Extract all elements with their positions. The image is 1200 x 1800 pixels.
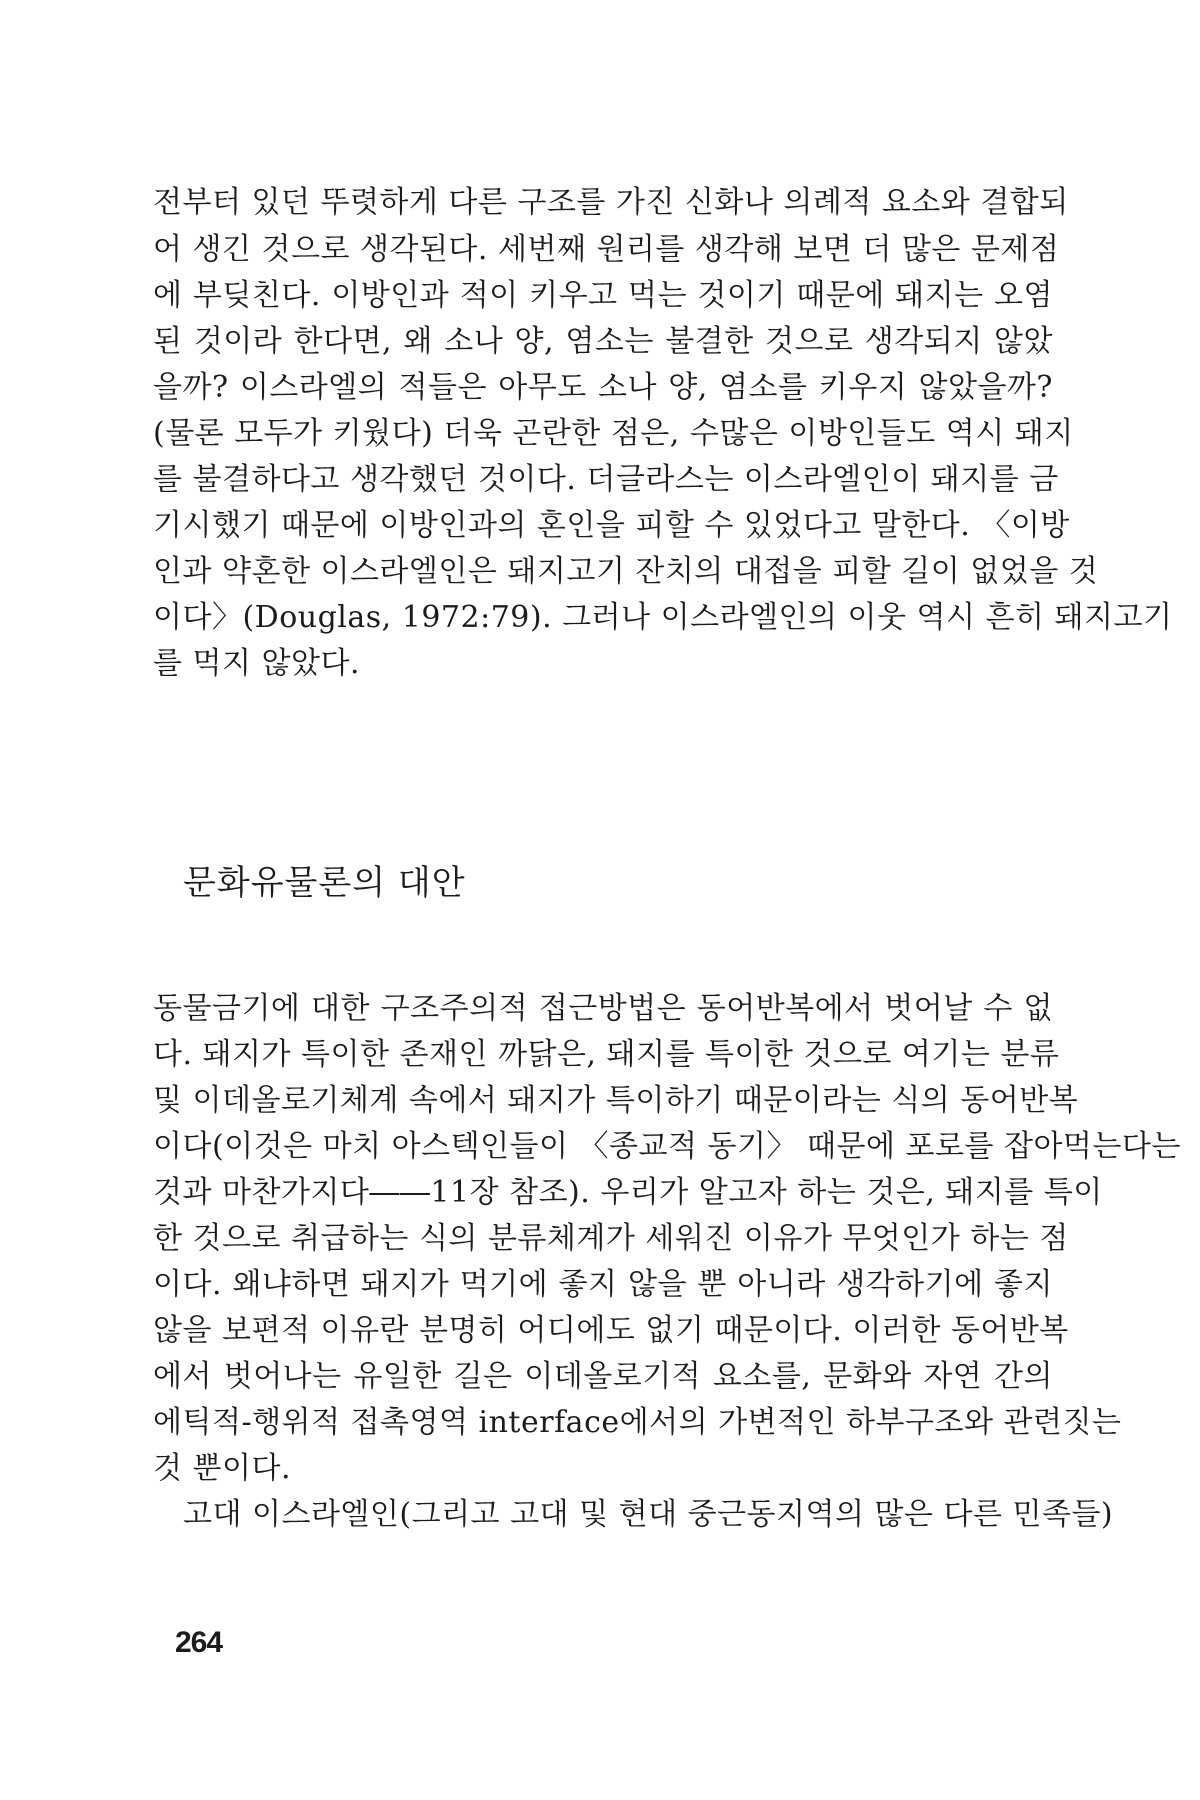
text-line: 동물금기에 대한 구조주의적 접근방법은 동어반복에서 벗어날 수 없 bbox=[153, 991, 1053, 1026]
text-line: 이다. 왜냐하면 돼지가 먹기에 좋지 않을 뿐 아니라 생각하기에 좋지 bbox=[153, 1267, 1053, 1302]
text-line: 를 먹지 않았다. bbox=[153, 646, 360, 681]
text-line: 다. 돼지가 특이한 존재인 까닭은, 돼지를 특이한 것으로 여기는 분류 bbox=[153, 1037, 1060, 1072]
text-line: 것 뿐이다. bbox=[153, 1451, 291, 1486]
text-line: 를 불결하다고 생각했던 것이다. 더글라스는 이스라엘인이 돼지를 금 bbox=[153, 462, 1059, 497]
text-line: 것과 마찬가지다――11장 참조). 우리가 알고자 하는 것은, 돼지를 특이 bbox=[153, 1175, 1103, 1210]
text-line: 기시했기 때문에 이방인과의 혼인을 피할 수 있었다고 말한다. 〈이방 bbox=[153, 508, 1070, 543]
section-heading: 문화유물론의 대안 bbox=[183, 863, 466, 903]
text-line: 이다〉(Douglas, 1972:79). 그러나 이스라엘인의 이웃 역시 흔히 돼지고기 bbox=[153, 600, 1173, 635]
text-line: 않을 보편적 이유란 분명히 어디에도 없기 때문이다. 이러한 동어반복 bbox=[153, 1313, 1069, 1348]
text-line: 에틱적-행위적 접촉영역 interface에서의 가변적인 하부구조와 관련짓는 bbox=[153, 1405, 1122, 1440]
text-line: 고대 이스라엘인(그리고 고대 및 현대 중근동지역의 많은 다른 민족들) bbox=[183, 1497, 1114, 1532]
text-line: 에 부딪친다. 이방인과 적이 키우고 먹는 것이기 때문에 돼지는 오염 bbox=[153, 278, 1053, 313]
text-line: 인과 약혼한 이스라엘인은 돼지고기 잔치의 대접을 피할 길이 없었을 것 bbox=[153, 554, 1099, 589]
text-line: 및 이데올로기체계 속에서 돼지가 특이하기 때문이라는 식의 동어반복 bbox=[153, 1083, 1079, 1118]
text-line: 된 것이라 한다면, 왜 소나 양, 염소는 불결한 것으로 생각되지 않았 bbox=[153, 324, 1053, 359]
text-line: 이다(이것은 마치 아스텍인들이 〈종교적 동기〉 때문에 포로를 잡아먹는다는 bbox=[153, 1129, 1181, 1164]
page-number: 264 bbox=[175, 1626, 223, 1659]
text-line: 전부터 있던 뚜렷하게 다른 구조를 가진 신화나 의례적 요소와 결합되 bbox=[153, 185, 1069, 220]
text-line: 에서 벗어나는 유일한 길은 이데올로기적 요소를, 문화와 자연 간의 bbox=[153, 1359, 1053, 1394]
text-line: 어 생긴 것으로 생각된다. 세번째 원리를 생각해 보면 더 많은 문제점 bbox=[153, 232, 1060, 267]
text-line: 을까? 이스라엘의 적들은 아무도 소나 양, 염소를 키우지 않았을까? bbox=[153, 370, 1053, 405]
text-line: (물론 모두가 키웠다) 더욱 곤란한 점은, 수많은 이방인들도 역시 돼지 bbox=[153, 416, 1074, 451]
text-line: 한 것으로 취급하는 식의 분류체계가 세워진 이유가 무엇인가 하는 점 bbox=[153, 1221, 1069, 1256]
